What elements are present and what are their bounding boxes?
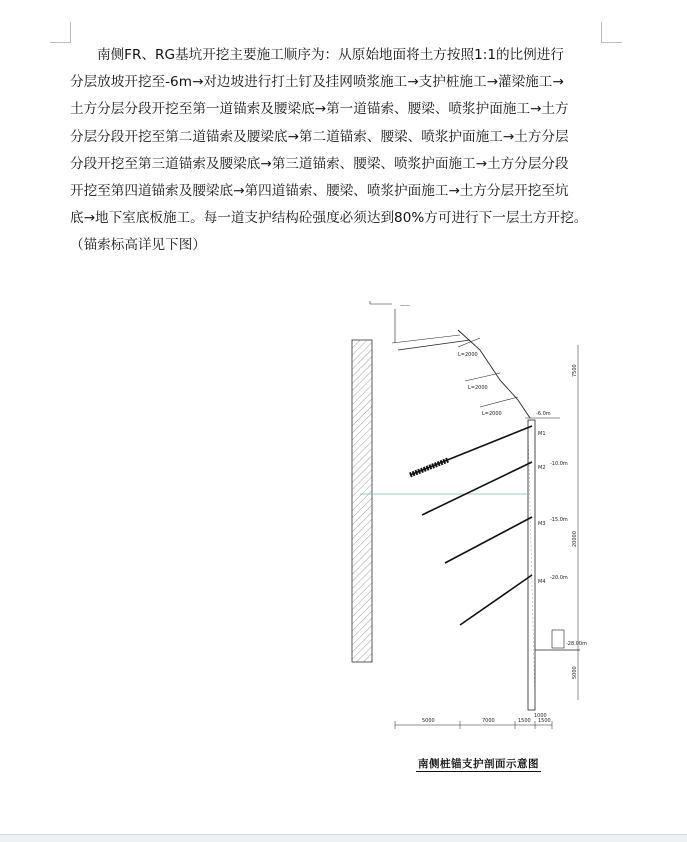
paragraph-line: （锚索标高详见下图）	[70, 237, 206, 254]
foundation-block	[552, 630, 564, 648]
vertical-dimension: 5000	[572, 666, 578, 679]
anchor-cable	[460, 575, 532, 625]
anchor-cable	[422, 462, 532, 515]
slope-nail-1	[458, 338, 480, 347]
slope-nail-2	[465, 373, 500, 381]
level-label: -6.0m	[536, 411, 551, 417]
ground-line	[398, 340, 470, 350]
horizontal-dimension: 5000	[422, 718, 435, 724]
existing-building-wall	[352, 340, 372, 662]
horizontal-dimension: 1500	[518, 718, 531, 724]
pile-bottom-note: 1000	[534, 713, 547, 719]
paragraph-line: 分层放坡开挖至-6m→对边坡进行打土钉及挂网喷浆施工→支护桩施工→灌梁施工→	[70, 74, 564, 91]
construction-sequence-paragraph	[70, 42, 610, 260]
anchor-cable	[445, 517, 532, 563]
paragraph-line: 开挖至第四道锚索及腰梁底→第四道锚索、腰梁、喷浆护面施工→土方分层开挖至坑	[70, 182, 569, 199]
level-label: -28.00m	[566, 641, 587, 647]
paragraph-line: 土方分层分段开挖至第一道锚索及腰梁底→第一道锚索、腰梁、喷浆护面施工→土方	[70, 101, 569, 118]
section-drawing-svg	[330, 285, 590, 785]
slope-label: L=2000	[468, 385, 488, 391]
page-corner-mark-top-left	[50, 22, 71, 43]
level-label: -15.0m	[550, 517, 568, 523]
paragraph-line: 分段开挖至第三道锚索及腰梁底→第三道锚索、腰梁、喷浆护面施工→土方分层分段	[70, 155, 569, 172]
slope-label: L=2000	[458, 352, 478, 358]
slope-profile	[458, 330, 530, 418]
ground-note: ——	[400, 303, 410, 309]
anchor-label: M3	[538, 521, 546, 527]
slope-label: L=2000	[482, 411, 502, 417]
paragraph-line: 分层分段开挖至第二道锚索及腰梁底→第二道锚索、腰梁、喷浆护面施工→土方分层	[70, 128, 569, 145]
paragraph-line: 底→地下室底板施工。每一道支护结构砼强度必须达到80%方可进行下一层土方开挖。	[70, 210, 588, 227]
vertical-dimension: 7500	[572, 364, 578, 377]
ground-top	[392, 335, 460, 343]
page-corner-mark-top-right	[601, 22, 622, 43]
section-drawing	[330, 285, 590, 785]
anchor-label: M2	[538, 465, 546, 471]
level-label: -20.0m	[550, 575, 568, 581]
paragraph-line: 南侧FR、RG基坑开挖主要施工顺序为：从原始地面将土方按照1:1的比例进行	[97, 47, 564, 63]
vertical-dimension: 20000	[572, 531, 578, 547]
level-label: -10.0m	[550, 461, 568, 467]
horizontal-dimension: 7000	[482, 718, 495, 724]
anchor-label: M4	[538, 579, 546, 585]
horizontal-dimension: 1500	[538, 718, 551, 724]
figure-caption: 南侧桩锚支护剖面示意图	[418, 758, 539, 770]
anchor-label: M1	[538, 431, 546, 437]
slope-nail-3	[480, 397, 518, 407]
